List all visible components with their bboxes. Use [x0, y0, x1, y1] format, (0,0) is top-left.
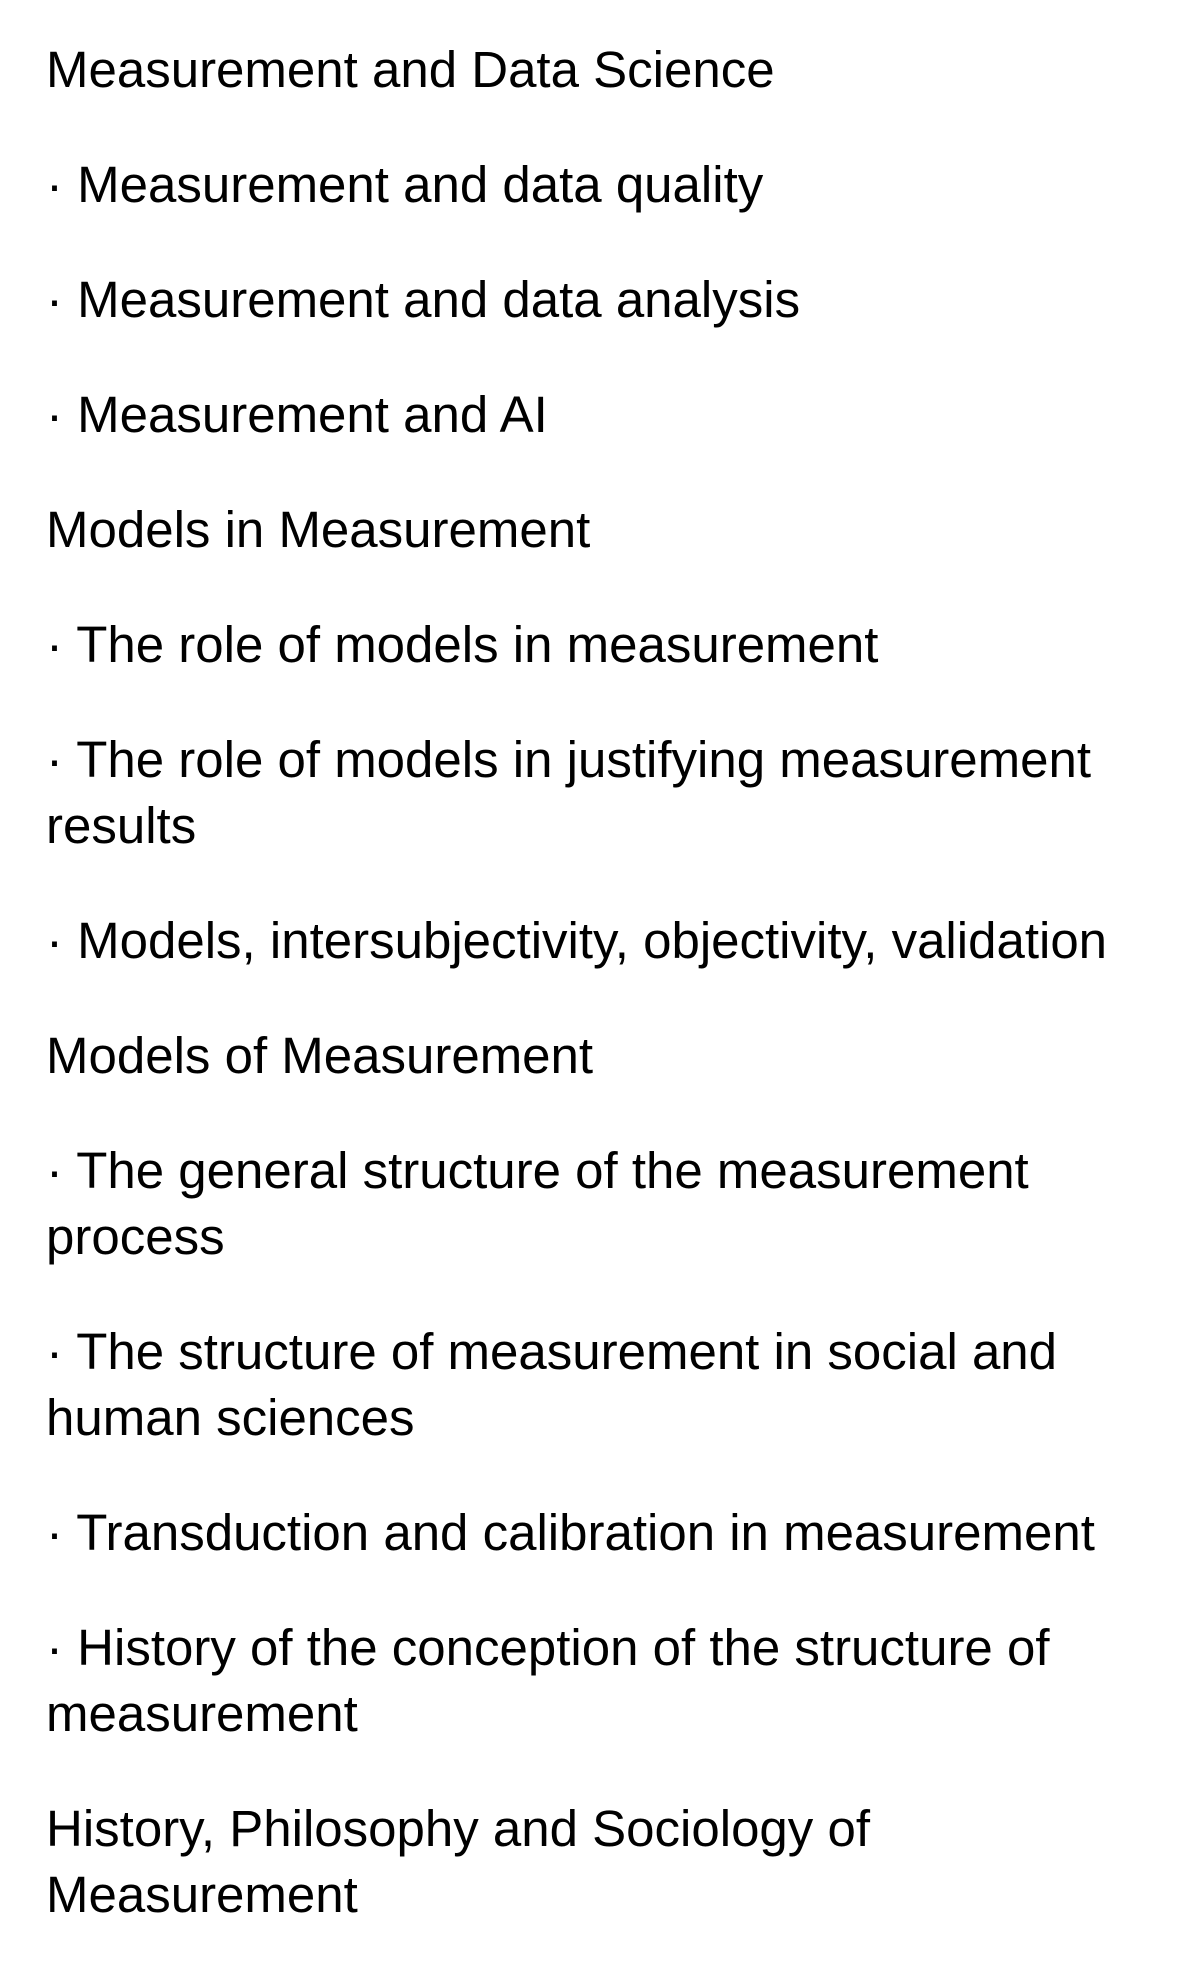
topic-item	[46, 727, 1138, 859]
section-heading: Models of Measurement	[46, 1027, 594, 1084]
topic-item-label: Transduction and calibration in measurement	[76, 1504, 1095, 1561]
bullet-dot: ·	[46, 156, 78, 213]
bullet-dot: ·	[46, 1323, 77, 1380]
topic-item-label: Measurement and data analysis	[77, 271, 801, 328]
topic-item-label: History of the conception of the structure of measurement	[46, 1619, 1050, 1742]
topic-item	[46, 152, 1138, 218]
topic-item	[46, 1500, 1138, 1566]
topic-item-label: The role of models in measurement	[76, 616, 879, 673]
bullet-dot: ·	[46, 731, 77, 788]
topic-item-label: The general structure of the measurement process	[46, 1142, 1029, 1265]
section-heading: Models in Measurement	[46, 501, 591, 558]
bullet-dot: ·	[46, 271, 78, 328]
bullet-dot: ·	[46, 912, 78, 969]
bullet-dot: ·	[46, 386, 78, 443]
topic-item	[46, 1138, 1138, 1270]
section-heading: Measurement and Data Science	[46, 41, 775, 98]
topic-item	[46, 1319, 1138, 1451]
topic-item	[46, 612, 1138, 678]
topic-item-label: The structure of measurement in social and human sciences	[46, 1323, 1058, 1446]
topic-item	[46, 908, 1138, 974]
topic-item	[46, 1615, 1138, 1747]
bullet-dot: ·	[46, 1142, 77, 1199]
topic-item-label: Models, intersubjectivity, objectivity, validation	[77, 912, 1108, 969]
bullet-dot: ·	[46, 1619, 78, 1676]
section-heading: History, Philosophy and Sociology of Measurement	[46, 1800, 870, 1923]
topic-item-label: Measurement and data quality	[77, 156, 764, 213]
topic-item-label: The role of models in justifying measurement results	[46, 731, 1092, 854]
topic-item	[46, 267, 1138, 333]
bullet-dot: ·	[46, 1504, 77, 1561]
topic-item-label: Measurement and AI	[77, 386, 548, 443]
topic-item	[46, 382, 1138, 448]
bullet-dot: ·	[46, 616, 77, 673]
